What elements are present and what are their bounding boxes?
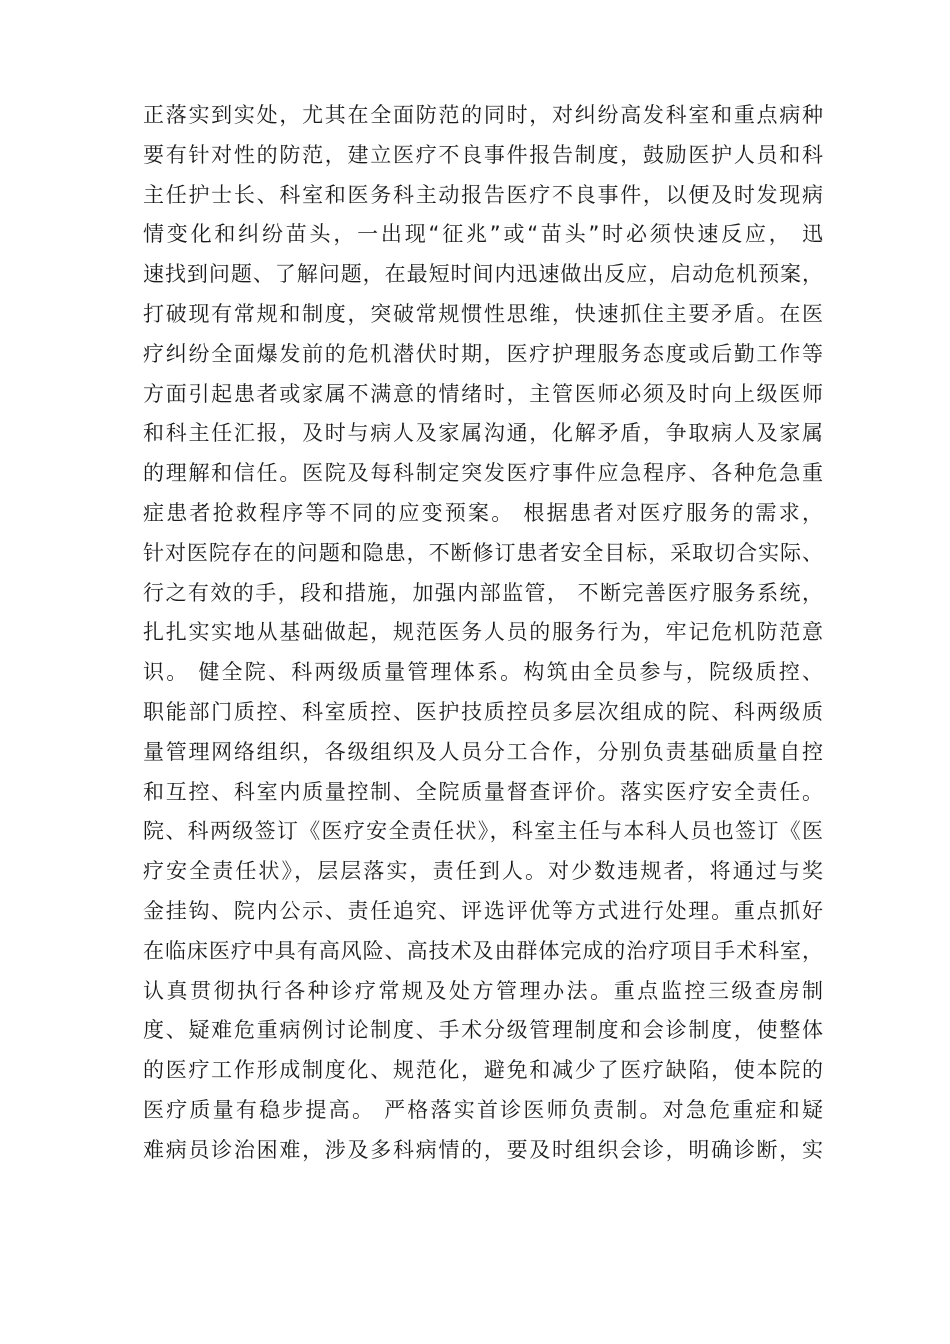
text-line: 疗纠纷全面爆发前的危机潜伏时期，医疗护理服务态度或后勤工作等 bbox=[143, 341, 823, 366]
text-line: 和互控、科室内质量控制、全院质量督查评价。落实医疗安全责任。 bbox=[143, 779, 823, 804]
text-line: 和科主任汇报，及时与病人及家属沟通，化解矛盾，争取病人及家属 bbox=[143, 421, 823, 446]
text-line: 难病员诊治困难，涉及多科病情的，要及时组织会诊，明确诊断，实 bbox=[143, 1137, 823, 1162]
text-line: 度、疑难危重病例讨论制度、手术分级管理制度和会诊制度，使整体 bbox=[143, 1018, 823, 1043]
text-line: 金挂钩、院内公示、责任追究、评选评优等方式进行处理。重点抓好 bbox=[143, 898, 823, 923]
text-line: 的理解和信任。医院及每科制定突发医疗事件应急程序、各种危急重 bbox=[143, 461, 823, 486]
text-line: 速找到问题、了解问题，在最短时间内迅速做出反应，启动危机预案， bbox=[143, 262, 823, 287]
text-line: 院、科两级签订《医疗安全责任状》，科室主任与本科人员也签订《医 bbox=[143, 819, 823, 844]
text-line: 打破现有常规和制度，突破常规惯性思维，快速抓住主要矛盾。在医 bbox=[143, 301, 823, 326]
text-line: 症患者抢救程序等不同的应变预案。 根据患者对医疗服务的需求， bbox=[143, 500, 823, 525]
text-line: 针对医院存在的问题和隐患，不断修订患者安全目标，采取切合实际、 bbox=[143, 540, 823, 565]
text-line: 量管理网络组织，各级组织及人员分工合作，分别负责基础质量自控 bbox=[143, 739, 823, 764]
text-line: 方面引起患者或家属不满意的情绪时，主管医师必须及时向上级医师 bbox=[143, 381, 823, 406]
text-line: 职能部门质控、科室质控、医护技质控员多层次组成的院、科两级质 bbox=[143, 699, 823, 724]
text-line: 疗安全责任状》，层层落实，责任到人。对少数违规者，将通过与奖 bbox=[143, 859, 823, 884]
text-line: 扎扎实实地从基础做起，规范医务人员的服务行为，牢记危机防范意 bbox=[143, 620, 823, 645]
text-line: 的医疗工作形成制度化、规范化，避免和减少了医疗缺陷，使本院的 bbox=[143, 1058, 823, 1083]
text-line: 医疗质量有稳步提高。 严格落实首诊医师负责制。对急危重症和疑 bbox=[143, 1097, 823, 1122]
text-line: 正落实到实处，尤其在全面防范的同时，对纠纷高发科室和重点病种 bbox=[143, 103, 823, 127]
text-line: 情变化和纠纷苗头，一出现“征兆”或“苗头”时必须快速反应， 迅 bbox=[143, 222, 823, 247]
text-line: 认真贯彻执行各种诊疗常规及处方管理办法。重点监控三级查房制 bbox=[143, 978, 823, 1003]
text-line: 在临床医疗中具有高风险、高技术及由群体完成的治疗项目手术科室， bbox=[143, 938, 823, 963]
text-line: 主任护士长、科室和医务科主动报告医疗不良事件，以便及时发现病 bbox=[143, 182, 823, 207]
text-line: 行之有效的手，段和措施，加强内部监管， 不断完善医疗服务系统， bbox=[143, 580, 823, 605]
text-line: 要有针对性的防范，建立医疗不良事件报告制度，鼓励医护人员和科 bbox=[143, 142, 823, 167]
body-text bbox=[143, 96, 823, 1171]
text-line: 识。 健全院、科两级质量管理体系。构筑由全员参与，院级质控、 bbox=[143, 660, 823, 685]
